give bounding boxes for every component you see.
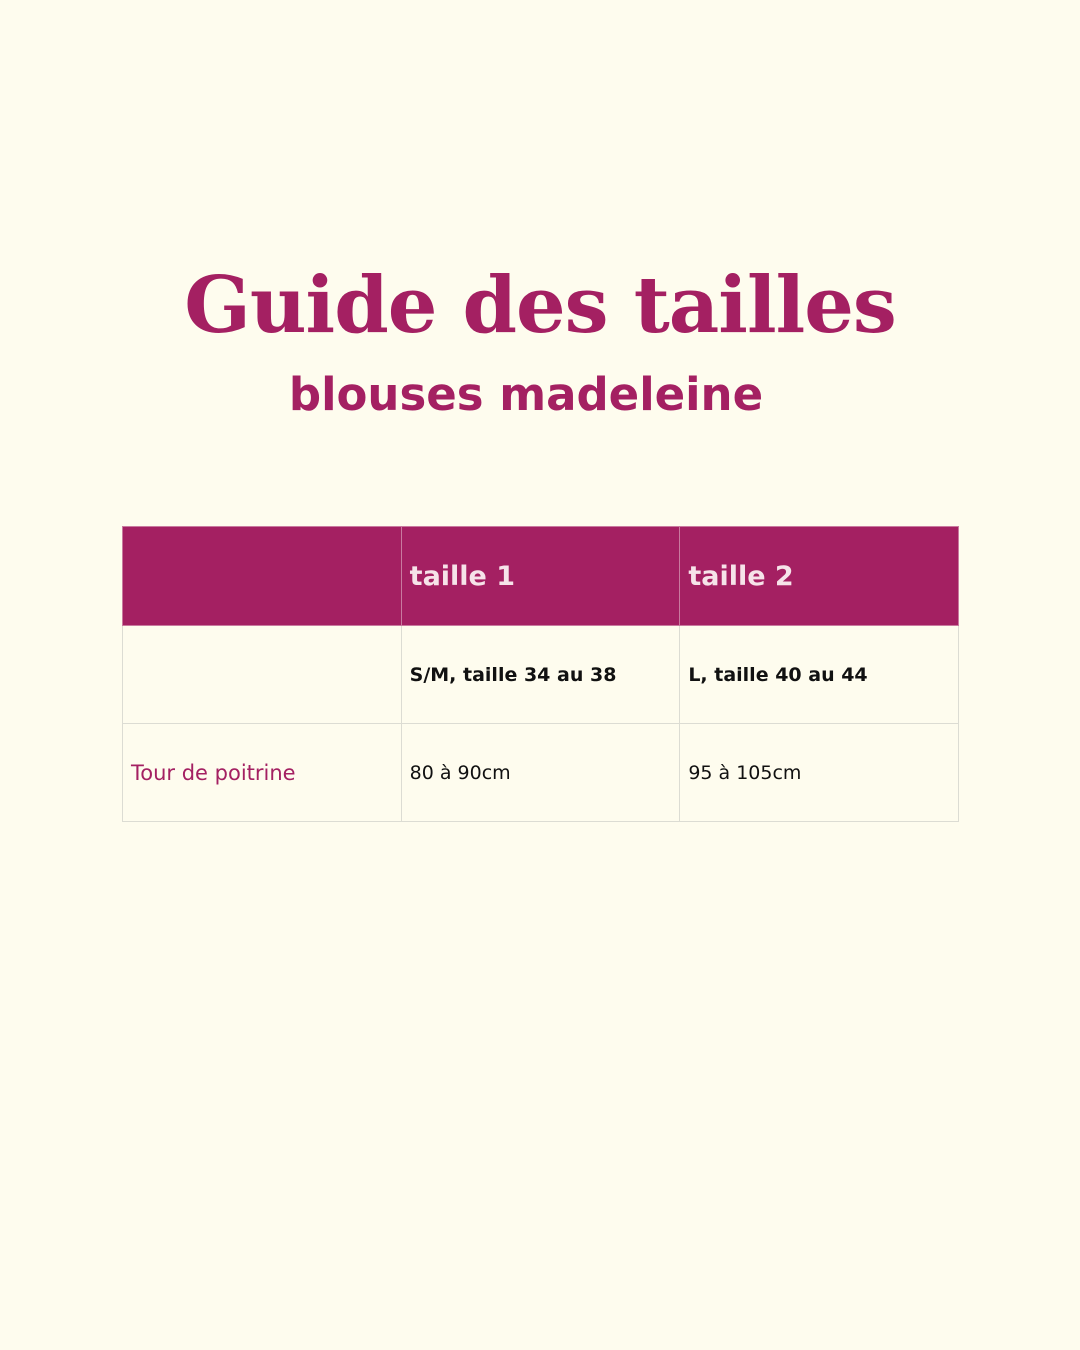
table-row-chest — [123, 724, 959, 822]
table-row-sizes — [123, 626, 959, 724]
table-cell: 80 à 90cm — [401, 724, 680, 822]
header-cell-empty — [123, 527, 402, 626]
row-label — [123, 626, 402, 724]
header-cell-taille-1: taille 1 — [401, 527, 680, 626]
page-title: Guide des tailles — [184, 260, 896, 351]
table-header-row — [123, 527, 959, 626]
table-cell: S/M, taille 34 au 38 — [401, 626, 680, 724]
header-cell-taille-2: taille 2 — [680, 527, 959, 626]
size-guide-table — [122, 526, 959, 822]
page-subtitle: blouses madeleine — [288, 368, 764, 421]
table-header — [123, 527, 959, 626]
row-label: Tour de poitrine — [123, 724, 402, 822]
table-cell: 95 à 105cm — [680, 724, 959, 822]
table-cell: L, taille 40 au 44 — [680, 626, 959, 724]
table-body — [123, 626, 959, 822]
